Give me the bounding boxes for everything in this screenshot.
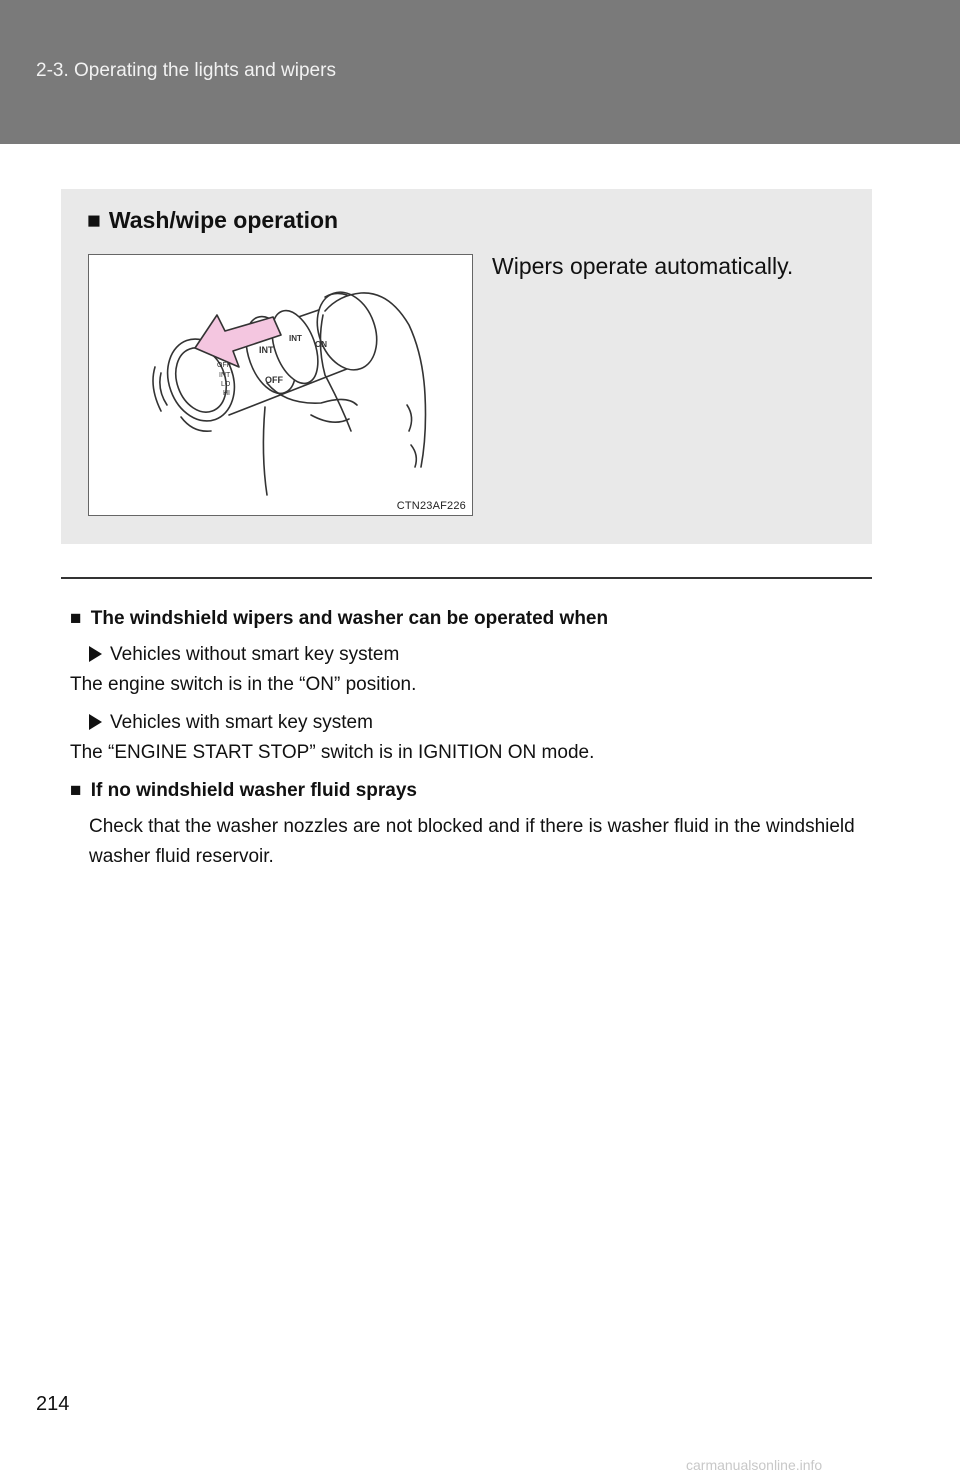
wiper-lever-illustration (88, 254, 473, 516)
note-text: Check that the washer nozzles are not blocked and if there is washer fluid in the windshield washer fluid reservoir. (89, 816, 855, 867)
note-item-with-smart-key (70, 708, 870, 738)
svg-text:OFF: OFF (265, 375, 283, 385)
triangle-bullet-icon (89, 646, 102, 662)
note-heading-no-fluid (70, 776, 870, 806)
notes-content (70, 604, 870, 872)
box-description: Wipers operate automatically. (492, 253, 794, 279)
section-title: 2-3. Operating the lights and wipers (36, 60, 336, 81)
svg-text:OFF: OFF (217, 362, 231, 369)
hand-pulling-lever-drawing (89, 255, 472, 515)
watermark: carmanualsonline.info (686, 1457, 823, 1473)
figure-code: CTN23AF226 (396, 500, 466, 512)
wash-wipe-box (61, 189, 872, 544)
svg-text:ON: ON (315, 340, 327, 349)
triangle-bullet-icon (89, 714, 102, 730)
page-header (0, 0, 960, 144)
box-heading (87, 207, 338, 234)
square-bullet-icon: ■ (87, 207, 101, 233)
square-bullet-icon: ■ (70, 608, 82, 629)
svg-text:HI: HI (223, 390, 230, 397)
note-item-without-smart-key (70, 640, 870, 670)
note-heading-no-fluid-text: If no windshield washer fluid sprays (90, 780, 417, 801)
svg-text:LO: LO (221, 381, 231, 388)
section-divider (61, 577, 872, 579)
square-bullet-icon: ■ (70, 780, 82, 801)
note-heading-operation (70, 604, 870, 634)
svg-text:INT: INT (259, 345, 274, 355)
svg-text:INT: INT (289, 334, 302, 343)
page-number: 214 (36, 1393, 70, 1415)
note-text: The “ENGINE START STOP” switch is in IGNITION ON mode. (70, 742, 595, 763)
item-label: Vehicles without smart key system (110, 644, 400, 665)
note-text: The engine switch is in the “ON” position. (70, 674, 417, 695)
svg-text:INT: INT (219, 372, 231, 379)
note-heading-operation-text: The windshield wipers and washer can be operated when (90, 608, 609, 629)
box-heading-text: Wash/wipe operation (108, 207, 339, 233)
item-label: Vehicles with smart key system (110, 712, 373, 733)
